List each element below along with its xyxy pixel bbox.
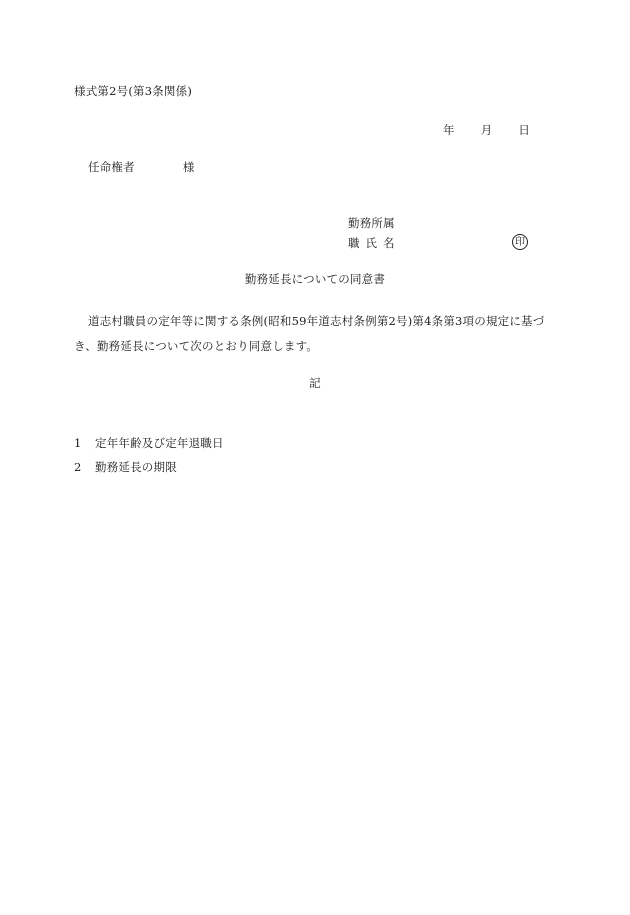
item-text: 定年年齢及び定年退職日	[95, 436, 224, 450]
body-line-1: 道志村職員の定年等に関する条例(昭和59年道志村条例第2号)第4条第3項の規定に基づ	[88, 314, 545, 328]
item-number: 2	[74, 460, 82, 474]
affiliation-label: 勤務所属	[348, 216, 395, 230]
addressee	[88, 160, 195, 174]
addressee-honorific: 様	[182, 160, 195, 174]
list-item	[74, 460, 177, 474]
document-title: 勤務延長についての同意書	[244, 272, 386, 286]
item-number: 1	[74, 436, 82, 450]
item-text: 勤務延長の期限	[95, 460, 177, 474]
date-day: 日	[518, 123, 531, 137]
form-number: 様式第2号(第3条関係)	[74, 84, 193, 98]
body-line-2: き、勤務延長について次のとおり同意します。	[74, 339, 319, 353]
date-year: 年	[443, 123, 455, 137]
date-line	[443, 123, 530, 137]
date-month: 月	[480, 123, 493, 137]
name-label: 職氏名	[348, 236, 401, 250]
list-item	[74, 436, 224, 450]
seal-mark: 印	[512, 234, 528, 250]
ki-heading: 記	[309, 376, 321, 390]
addressee-title: 任命権者	[88, 160, 135, 174]
